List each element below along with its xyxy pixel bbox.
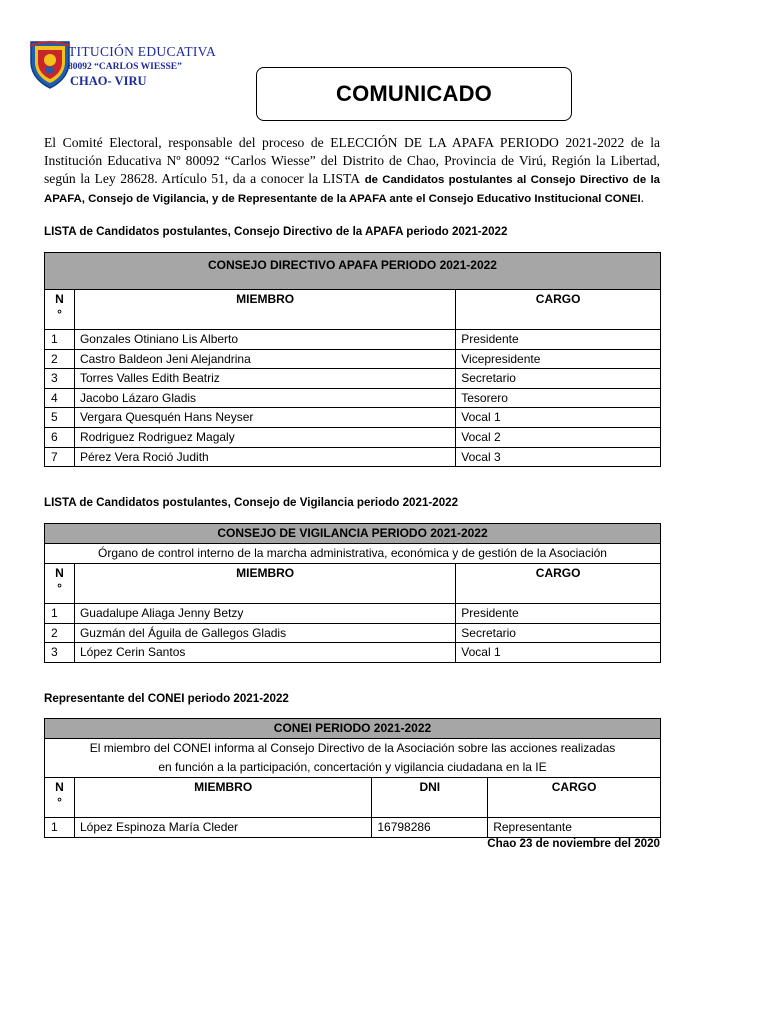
conei-table: [44, 718, 661, 838]
school-header: [28, 38, 278, 94]
table-row: [45, 818, 661, 838]
row-role: Vocal 2: [456, 427, 661, 447]
intro-paragraph: [44, 134, 660, 208]
col-dni: DNI: [372, 778, 488, 818]
table-row: [45, 408, 661, 428]
row-n: 1: [45, 604, 75, 624]
col-role: CARGO: [456, 564, 661, 604]
row-n: 1: [45, 330, 75, 350]
row-member: Guadalupe Aliaga Jenny Betzy: [74, 604, 455, 624]
row-n: 4: [45, 388, 75, 408]
school-crest-icon: [28, 38, 72, 90]
col-n-label: N: [55, 566, 64, 580]
table-row: [45, 447, 661, 467]
row-n: 2: [45, 349, 75, 369]
table-row: [45, 623, 661, 643]
table-band: CONEI PERIODO 2021-2022: [45, 719, 661, 739]
col-n-degree: °: [57, 795, 62, 809]
section3-subtitle: Representante del CONEI periodo 2021-2022: [44, 692, 289, 705]
col-n: [45, 564, 75, 604]
row-member: Gonzales Otiniano Lis Alberto: [74, 330, 455, 350]
description-line-2: en función a la participación, concertación y vigilancia ciudadana en la IE: [158, 760, 547, 774]
col-n: [45, 778, 75, 818]
row-n: 6: [45, 427, 75, 447]
row-member: Castro Baldeon Jeni Alejandrina: [74, 349, 455, 369]
table-description: [45, 739, 661, 778]
table-row: [45, 349, 661, 369]
col-n-degree: °: [57, 581, 62, 595]
school-name: TITUCIÓN EDUCATIVA: [68, 44, 217, 59]
row-role: Vocal 1: [456, 643, 661, 663]
col-role: CARGO: [456, 290, 661, 330]
row-member: López Cerin Santos: [74, 643, 455, 663]
intro-bold-text: de Candidatos postulantes al Consejo Directivo de la APAFA, Consejo de Vigilancia, y de Representante de la APAFA ante el Consejo Educativo Institucional CONEI: [44, 174, 661, 205]
table-row: [45, 330, 661, 350]
row-n: 5: [45, 408, 75, 428]
section1-subtitle: LISTA de Candidatos postulantes, Consejo Directivo de la APAFA periodo 2021-2022: [44, 225, 508, 238]
row-n: 1: [45, 818, 75, 838]
col-member: MIEMBRO: [74, 778, 371, 818]
row-member: Guzmán del Águila de Gallegos Gladis: [74, 623, 455, 643]
row-role: Presidente: [456, 330, 661, 350]
table-row: [45, 604, 661, 624]
table-row: [45, 427, 661, 447]
row-member: López Espinoza María Cleder: [74, 818, 371, 838]
document-date: Chao 23 de noviembre del 2020: [487, 837, 660, 850]
row-member: Torres Valles Edith Beatriz: [74, 369, 455, 389]
col-member: MIEMBRO: [74, 290, 455, 330]
row-member: Jacobo Lázaro Gladis: [74, 388, 455, 408]
row-member: Rodriguez Rodriguez Magaly: [74, 427, 455, 447]
table-row: [45, 388, 661, 408]
col-n-degree: °: [57, 307, 62, 321]
row-role: Vicepresidente: [456, 349, 661, 369]
section2-subtitle: LISTA de Candidatos postulantes, Consejo de Vigilancia periodo 2021-2022: [44, 496, 459, 509]
title-box: [256, 67, 572, 121]
school-city: CHAO- VIRU: [70, 74, 147, 88]
vigilance-board-table: [44, 523, 661, 663]
row-role: Representante: [488, 818, 661, 838]
row-n: 3: [45, 369, 75, 389]
intro-end: .: [640, 190, 645, 205]
row-role: Vocal 3: [456, 447, 661, 467]
description-line-1: El miembro del CONEI informa al Consejo Directivo de la Asociación sobre las acciones realizadas: [89, 741, 616, 755]
col-n-label: N: [55, 780, 64, 794]
row-n: 3: [45, 643, 75, 663]
row-role: Secretario: [456, 623, 661, 643]
row-n: 7: [45, 447, 75, 467]
row-member: Vergara Quesquén Hans Neyser: [74, 408, 455, 428]
col-role: CARGO: [488, 778, 661, 818]
row-role: Tesorero: [456, 388, 661, 408]
row-role: Secretario: [456, 369, 661, 389]
table-band: CONSEJO DIRECTIVO APAFA PERIODO 2021-2022: [45, 253, 661, 290]
school-number: 80092 “CARLOS WIESSE”: [68, 62, 182, 72]
page-title: COMUNICADO: [336, 81, 492, 106]
col-n-label: N: [55, 292, 64, 306]
col-member: MIEMBRO: [74, 564, 455, 604]
row-role: Presidente: [456, 604, 661, 624]
row-member: Pérez Vera Roció Judith: [74, 447, 455, 467]
table-description: Órgano de control interno de la marcha administrativa, económica y de gestión de la Asociación: [45, 544, 661, 564]
row-n: 2: [45, 623, 75, 643]
row-dni: 16798286: [372, 818, 488, 838]
table-band: CONSEJO DE VIGILANCIA PERIODO 2021-2022: [45, 524, 661, 544]
col-n: [45, 290, 75, 330]
row-role: Vocal 1: [456, 408, 661, 428]
intro-serif-text: El Comité Electoral, responsable del proceso de ELECCIÓN DE LA APAFA PERIODO 2021-2022 de la Institución Educativa Nº 80092 “Carlos Wiesse” del Distrito de Chao, Provincia de Virú, Región la Libertad, según la Ley 28628. Artículo 51, da a conocer la LISTA: [44, 135, 660, 186]
apafa-board-table: [44, 252, 661, 467]
table-row: [45, 369, 661, 389]
table-row: [45, 643, 661, 663]
